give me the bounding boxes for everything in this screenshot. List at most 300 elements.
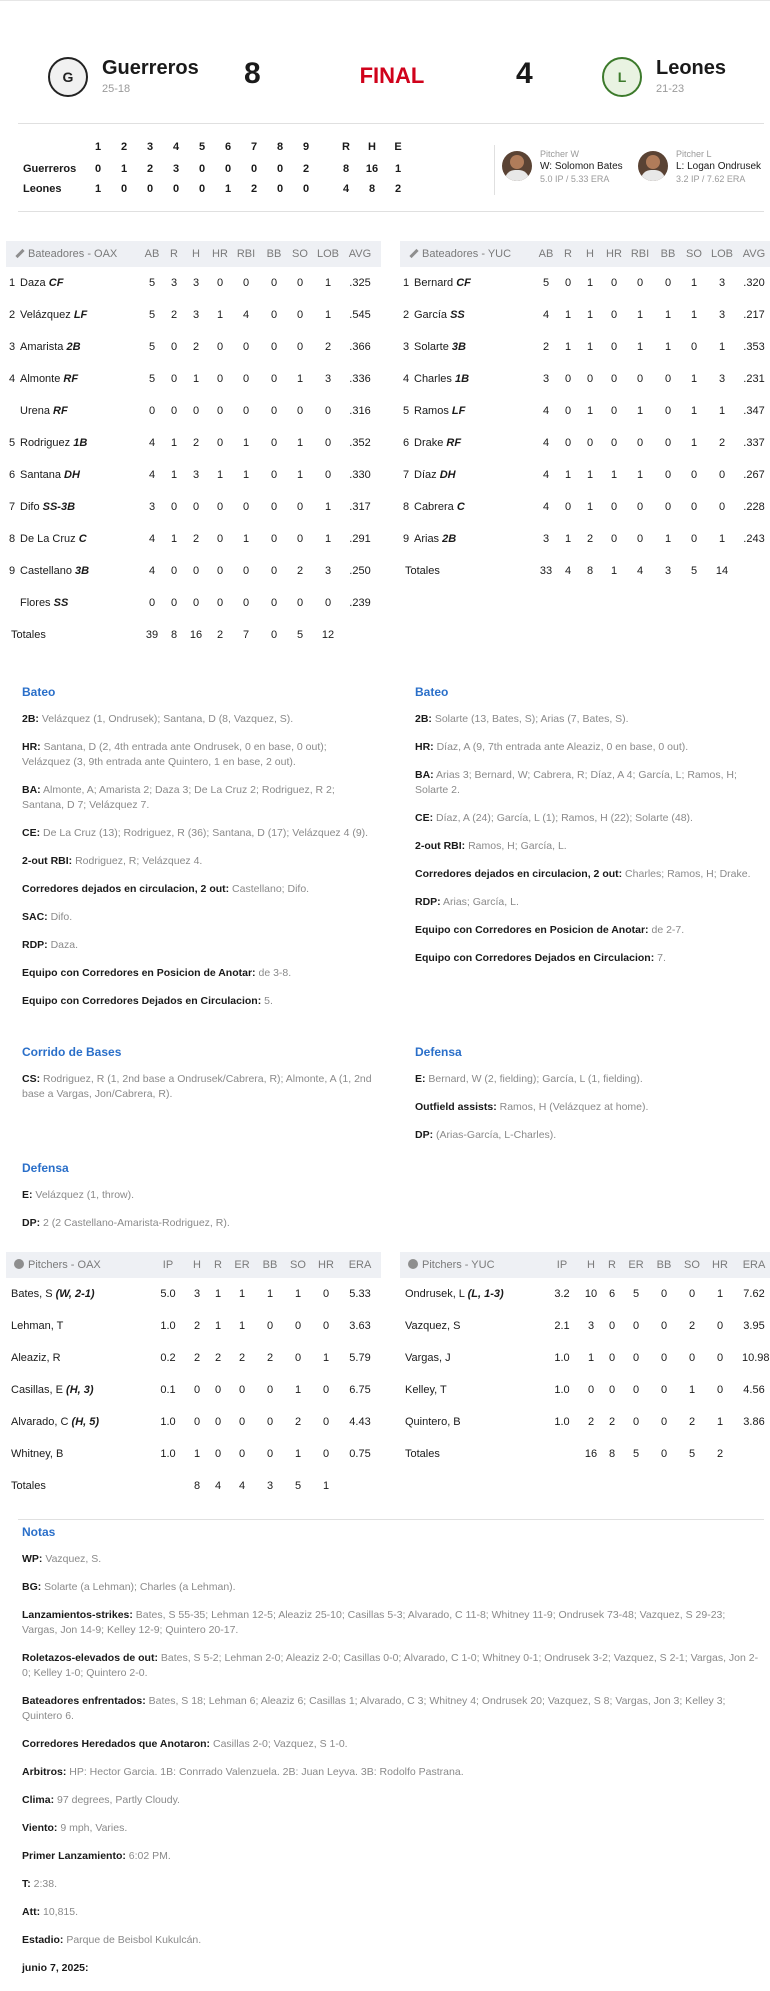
- oax-defense-notes: [22, 1161, 372, 1244]
- linescore-team-name[interactable]: Leones: [23, 183, 62, 195]
- table-row: [400, 1342, 770, 1374]
- stat-cell: 0: [610, 341, 618, 353]
- stat-cell: 2: [192, 341, 200, 353]
- stat-cell: 0: [688, 1352, 696, 1364]
- player-name[interactable]: [414, 309, 465, 321]
- stat-cell: 1: [690, 405, 698, 417]
- stat-cell: .353: [743, 341, 765, 353]
- stat-cell: 0: [610, 501, 618, 513]
- table-row: [6, 555, 381, 587]
- player-position: 2B: [442, 533, 457, 545]
- player-name-text: Santana: [20, 469, 61, 481]
- note-item: [415, 768, 765, 798]
- leones-logo[interactable]: [602, 57, 642, 97]
- stat-cell: 3.2: [554, 1288, 570, 1300]
- inning-header: 5: [198, 141, 206, 153]
- column-header[interactable]: LOB: [710, 248, 733, 260]
- stat-cell: 0: [294, 1320, 302, 1332]
- column-header[interactable]: HR: [606, 248, 622, 260]
- stat-cell: 0: [266, 1448, 274, 1460]
- table-title-text: Pitchers - OAX: [28, 1259, 101, 1271]
- losing-pitcher-title: Pitcher L: [676, 149, 712, 159]
- stat-cell: 0: [214, 1384, 222, 1396]
- winning-pitcher-avatar: [502, 151, 532, 181]
- stat-cell: 3: [170, 277, 178, 289]
- column-header[interactable]: RBI: [630, 248, 650, 260]
- batting-order: 8: [9, 533, 16, 545]
- player-name[interactable]: [405, 1384, 447, 1396]
- stat-cell: 0: [322, 1320, 330, 1332]
- section-title: Bateo: [415, 685, 449, 699]
- note-item: [415, 867, 765, 882]
- batting-table-yuc: [400, 241, 770, 587]
- stat-cell: 6: [608, 1288, 616, 1300]
- stat-cell: 0: [324, 437, 332, 449]
- home-team-name[interactable]: Leones: [656, 57, 727, 79]
- notes-divider: [18, 1519, 764, 1520]
- stat-cell: 0: [170, 405, 178, 417]
- table-title: [408, 248, 511, 260]
- stat-cell: 3: [148, 501, 156, 513]
- stat-cell: 2: [586, 533, 594, 545]
- note-item: [22, 1793, 762, 1808]
- column-header[interactable]: R: [564, 248, 572, 260]
- inning-score: 0: [146, 183, 154, 195]
- player-name[interactable]: [20, 469, 80, 481]
- column-header[interactable]: ER: [628, 1259, 644, 1271]
- total-cell: 16: [189, 629, 203, 641]
- note-item: [22, 1651, 762, 1681]
- stat-cell: 2: [324, 341, 332, 353]
- column-header[interactable]: ER: [234, 1259, 250, 1271]
- note-text: 5.: [261, 995, 273, 1007]
- inning-score: 0: [198, 163, 206, 175]
- stat-cell: 3: [542, 373, 550, 385]
- note-text: 9 mph, Varies.: [57, 1822, 128, 1834]
- stat-cell: 1: [216, 469, 224, 481]
- stat-cell: 4: [542, 501, 550, 513]
- player-name[interactable]: [11, 1320, 63, 1332]
- stat-cell: 0: [270, 277, 278, 289]
- stat-cell: 1: [296, 437, 304, 449]
- note-item: [415, 923, 765, 938]
- stat-cell: 0: [242, 277, 250, 289]
- table-title: [14, 1259, 101, 1271]
- player-name[interactable]: [405, 1352, 451, 1364]
- linescore-team-name[interactable]: Guerreros: [23, 163, 77, 175]
- note-label: Att:: [22, 1906, 41, 1918]
- player-name[interactable]: [20, 565, 89, 577]
- stat-cell: 0: [610, 437, 618, 449]
- stat-cell: 7.62: [743, 1288, 765, 1300]
- stat-cell: 1: [690, 277, 698, 289]
- note-text: HP: Hector Garcia. 1B: Conrrado Valenzuela. 2B: Juan Leyva. 3B: Rodolfo Pastrana.: [66, 1766, 464, 1778]
- player-name-text: De La Cruz: [20, 533, 76, 545]
- note-item: [415, 1100, 765, 1115]
- column-header[interactable]: HR: [712, 1259, 728, 1271]
- note-item: [415, 1072, 765, 1087]
- stat-cell: 1: [238, 1288, 246, 1300]
- stat-cell: 1: [610, 469, 618, 481]
- note-label: Clima:: [22, 1794, 55, 1806]
- stat-cell: 0: [632, 1384, 640, 1396]
- stat-cell: 0: [296, 501, 304, 513]
- column-header[interactable]: IP: [556, 1259, 568, 1271]
- stat-cell: .239: [349, 597, 371, 609]
- stat-cell: 5: [148, 373, 156, 385]
- stat-cell: 0: [193, 1416, 201, 1428]
- player-position: SS: [53, 597, 69, 609]
- inning-score: 2: [250, 183, 258, 195]
- totals-row: [400, 1438, 770, 1470]
- stat-cell: 0: [664, 501, 672, 513]
- stat-cell: 1: [718, 405, 726, 417]
- column-header[interactable]: H: [586, 248, 594, 260]
- note-text: Solarte (13, Bates, S); Arias (7, Bates, S).: [431, 713, 629, 725]
- player-position: RF: [63, 373, 79, 385]
- column-header[interactable]: RBI: [236, 248, 256, 260]
- table-row: [400, 267, 770, 299]
- column-header[interactable]: AB: [538, 248, 554, 260]
- note-label: DP:: [415, 1129, 434, 1141]
- total-header: H: [368, 141, 376, 153]
- column-header[interactable]: H: [192, 248, 200, 260]
- stat-cell: 0: [564, 405, 572, 417]
- stat-cell: 1: [690, 309, 698, 321]
- stat-cell: 0: [216, 501, 224, 513]
- note-text: De La Cruz (13); Rodriguez, R (36); Santana, D (17); Velázquez 4 (9).: [40, 827, 369, 839]
- table-header: [6, 1252, 381, 1278]
- column-header[interactable]: AVG: [742, 248, 766, 260]
- note-item: [22, 1737, 762, 1752]
- player-name-text: Casillas, E: [11, 1384, 63, 1396]
- winning-pitcher-stats: 5.0 IP / 5.33 ERA: [540, 174, 610, 184]
- section-title: Defensa: [22, 1161, 69, 1175]
- player-name[interactable]: [405, 1288, 504, 1300]
- player-name[interactable]: [414, 405, 465, 417]
- stat-cell: 0: [242, 501, 250, 513]
- player-name[interactable]: [20, 277, 63, 289]
- note-item: [415, 740, 765, 755]
- batting-order: 5: [403, 405, 410, 417]
- stat-cell: 0: [214, 1448, 222, 1460]
- column-header[interactable]: HR: [318, 1259, 334, 1271]
- inning-score: 1: [94, 183, 102, 195]
- total-cell: 8: [586, 565, 594, 577]
- table-row: [6, 267, 381, 299]
- note-label: Corredores dejados en circulacion, 2 out:: [415, 868, 623, 880]
- column-header[interactable]: R: [608, 1259, 616, 1271]
- stat-cell: 5: [148, 277, 156, 289]
- note-text: Daza.: [47, 939, 79, 951]
- player-position: RF: [446, 437, 462, 449]
- note-text: (Arias-García, L-Charles).: [433, 1129, 557, 1141]
- column-header[interactable]: R: [170, 248, 178, 260]
- table-row: [400, 331, 770, 363]
- stat-cell: 1: [296, 373, 304, 385]
- player-name[interactable]: [20, 597, 68, 609]
- stat-cell: 0: [322, 1416, 330, 1428]
- player-name[interactable]: [405, 1416, 461, 1428]
- player-name[interactable]: [414, 533, 456, 545]
- note-text: Rodriguez, R (1, 2nd base a Ondrusek/Cabrera, R); Almonte, A (1, 2nd base a Vargas, Jon/Cabrera, R).: [22, 1073, 372, 1100]
- stat-cell: 0: [238, 1416, 246, 1428]
- note-label: BG:: [22, 1581, 42, 1593]
- stat-cell: 0: [296, 597, 304, 609]
- total-cell: 0: [270, 629, 278, 641]
- stat-cell: 0: [716, 1320, 724, 1332]
- column-header[interactable]: HR: [212, 248, 228, 260]
- player-name[interactable]: [414, 341, 466, 353]
- stat-cell: 0: [192, 597, 200, 609]
- table-row: [6, 459, 381, 491]
- stat-cell: 0: [266, 1416, 274, 1428]
- column-header[interactable]: BB: [656, 1259, 672, 1271]
- inning-score: 0: [250, 163, 258, 175]
- table-row: [6, 363, 381, 395]
- inning-score: 1: [224, 183, 232, 195]
- stat-cell: 4.56: [743, 1384, 765, 1396]
- table-row: [6, 331, 381, 363]
- stat-cell: 1: [242, 533, 250, 545]
- column-header[interactable]: LOB: [316, 248, 339, 260]
- batting-order: 5: [9, 437, 16, 449]
- stat-cell: .231: [743, 373, 765, 385]
- player-name-text: Díaz: [414, 469, 437, 481]
- player-name[interactable]: [405, 1320, 460, 1332]
- linescore: [18, 123, 496, 211]
- note-label: Viento:: [22, 1822, 58, 1834]
- stat-cell: 1: [716, 1288, 724, 1300]
- note-item: [415, 951, 765, 966]
- stat-cell: 0: [610, 277, 618, 289]
- winning-pitcher-title: Pitcher W: [540, 149, 580, 159]
- column-header[interactable]: R: [214, 1259, 222, 1271]
- stat-cell: 0: [632, 1352, 640, 1364]
- note-text: de 3-8.: [255, 967, 292, 979]
- stat-cell: 0: [296, 405, 304, 417]
- stat-cell: 0: [586, 373, 594, 385]
- stat-cell: 0: [664, 469, 672, 481]
- stat-cell: 0: [192, 405, 200, 417]
- total-cell: 4: [214, 1480, 222, 1492]
- note-text: Velázquez (1, throw).: [32, 1189, 135, 1201]
- batting-order: 7: [403, 469, 410, 481]
- stat-cell: 3: [542, 533, 550, 545]
- losing-pitcher-name: L: Logan Ondrusek: [676, 161, 762, 172]
- player-name-text: Urena: [20, 405, 50, 417]
- stat-cell: .325: [349, 277, 371, 289]
- stat-cell: 0.75: [349, 1448, 371, 1460]
- stat-cell: 1: [324, 309, 332, 321]
- note-item: [22, 1821, 762, 1836]
- column-header[interactable]: BB: [262, 1259, 278, 1271]
- stat-cell: 0: [324, 469, 332, 481]
- note-label: Corredores dejados en circulacion, 2 out:: [22, 883, 230, 895]
- total-cell: 2: [216, 629, 224, 641]
- table-row: [6, 1374, 381, 1406]
- player-position: LF: [73, 309, 88, 321]
- note-label: 2B:: [415, 713, 432, 725]
- player-name[interactable]: [414, 437, 461, 449]
- column-header[interactable]: BB: [266, 248, 282, 260]
- away-team-name[interactable]: Guerreros: [102, 57, 199, 79]
- stat-cell: 0: [270, 469, 278, 481]
- total-cell: 16: [584, 1448, 598, 1460]
- stat-cell: 2: [170, 309, 178, 321]
- player-name[interactable]: [20, 373, 78, 385]
- note-text: de 2-7.: [648, 924, 685, 936]
- note-label: Bateadores enfrentados:: [22, 1695, 146, 1707]
- note-text: Santana, D (2, 4th entrada ante Ondrusek, 0 en base, 0 out); Velázquez (3, 9th entrada ante Quintero, 1 en base, 2 out).: [22, 741, 327, 768]
- stat-cell: 2: [192, 437, 200, 449]
- total-cell: 12: [321, 629, 335, 641]
- column-header[interactable]: SO: [684, 1259, 700, 1271]
- note-label: RDP:: [22, 939, 48, 951]
- stat-cell: .316: [349, 405, 371, 417]
- player-name-text: Rodriguez: [20, 437, 71, 449]
- column-header[interactable]: AB: [144, 248, 160, 260]
- stat-cell: 0: [270, 341, 278, 353]
- player-name[interactable]: [11, 1416, 99, 1428]
- stat-cell: 1: [266, 1288, 274, 1300]
- stat-cell: 0: [170, 373, 178, 385]
- player-position: DH: [439, 469, 456, 481]
- stat-cell: 0: [632, 1416, 640, 1428]
- player-position: 1B: [454, 373, 470, 385]
- stat-cell: .291: [349, 533, 371, 545]
- player-name[interactable]: [11, 1384, 94, 1396]
- stat-cell: 0: [608, 1384, 616, 1396]
- column-header[interactable]: SO: [292, 248, 308, 260]
- stat-cell: 1.0: [554, 1416, 570, 1428]
- stat-cell: 1: [192, 373, 200, 385]
- note-item: [22, 938, 372, 953]
- oax-batting-notes: [22, 685, 372, 1022]
- batting-order: 1: [403, 277, 410, 289]
- note-text: Parque de Beisbol Kukulcán.: [63, 1934, 202, 1946]
- column-header[interactable]: SO: [686, 248, 702, 260]
- stat-cell: 1.0: [554, 1384, 570, 1396]
- batting-order: 1: [9, 277, 16, 289]
- player-name-text: Cabrera: [414, 501, 454, 513]
- stat-cell: 1: [296, 469, 304, 481]
- note-label: Lanzamientos-strikes:: [22, 1609, 133, 1621]
- player-name[interactable]: [414, 277, 471, 289]
- stat-cell: 0: [636, 501, 644, 513]
- pitching-table-yuc: [400, 1252, 770, 1470]
- table-row: [400, 523, 770, 555]
- player-name[interactable]: [20, 501, 75, 513]
- stat-cell: .366: [349, 341, 371, 353]
- losing-pitcher-avatar: [638, 151, 668, 181]
- stat-cell: 0: [216, 565, 224, 577]
- player-name[interactable]: [20, 405, 68, 417]
- table-row: [6, 299, 381, 331]
- stat-cell: 0: [296, 309, 304, 321]
- column-header[interactable]: ERA: [742, 1259, 766, 1271]
- linescore-bottom-divider: [18, 211, 764, 212]
- note-label: CE:: [415, 812, 434, 824]
- stat-cell: 5.79: [349, 1352, 371, 1364]
- player-name[interactable]: [20, 309, 87, 321]
- inning-header: 9: [302, 141, 310, 153]
- stat-cell: 4: [542, 309, 550, 321]
- stat-cell: 1: [564, 533, 572, 545]
- stat-cell: 0: [608, 1352, 616, 1364]
- total-cell: 1: [610, 565, 618, 577]
- batting-order: 4: [9, 373, 16, 385]
- stat-cell: 0: [216, 437, 224, 449]
- stat-cell: 0: [216, 597, 224, 609]
- note-text: Arias; García, L.: [440, 896, 519, 908]
- total-cell: 8: [608, 1448, 616, 1460]
- stat-cell: 0: [192, 501, 200, 513]
- stat-cell: 0: [664, 405, 672, 417]
- note-label: E:: [415, 1073, 426, 1085]
- note-label: BA:: [22, 784, 41, 796]
- player-name[interactable]: [11, 1352, 61, 1364]
- stat-cell: 1: [170, 469, 178, 481]
- column-header[interactable]: H: [587, 1259, 595, 1271]
- player-position: 3B: [75, 565, 90, 577]
- table-row: [400, 459, 770, 491]
- player-name-text: Daza: [20, 277, 46, 289]
- stat-cell: 10: [584, 1288, 598, 1300]
- stat-cell: 4: [542, 405, 550, 417]
- stat-cell: 4: [242, 309, 250, 321]
- column-header[interactable]: BB: [660, 248, 676, 260]
- total-cell: 39: [145, 629, 159, 641]
- stat-cell: 0: [238, 1384, 246, 1396]
- column-header[interactable]: AVG: [348, 248, 372, 260]
- stat-cell: 2: [193, 1320, 201, 1332]
- stat-cell: 1: [322, 1352, 330, 1364]
- stat-cell: 1: [214, 1288, 222, 1300]
- inning-score: 0: [224, 163, 232, 175]
- total-cell: 4: [238, 1480, 246, 1492]
- totals-label: Totales: [11, 629, 46, 641]
- column-header[interactable]: SO: [290, 1259, 306, 1271]
- totals-label: Totales: [405, 1448, 440, 1460]
- stat-cell: 1: [586, 277, 594, 289]
- note-text: Castellano; Difo.: [229, 883, 310, 895]
- note-item: [22, 910, 372, 925]
- player-name[interactable]: [20, 437, 87, 449]
- stat-cell: 1: [294, 1384, 302, 1396]
- player-name[interactable]: [20, 341, 81, 353]
- player-name[interactable]: [414, 469, 456, 481]
- table-row: [6, 1406, 381, 1438]
- table-title-text: Bateadores - YUC: [422, 248, 512, 260]
- column-header[interactable]: IP: [162, 1259, 174, 1271]
- column-header[interactable]: H: [193, 1259, 201, 1271]
- player-position: C: [78, 533, 87, 545]
- guerreros-logo[interactable]: [48, 57, 88, 97]
- player-name[interactable]: [11, 1448, 63, 1460]
- player-name[interactable]: [11, 1288, 95, 1300]
- note-item: [22, 1552, 762, 1567]
- table-row: [400, 491, 770, 523]
- stat-cell: 4: [148, 437, 156, 449]
- player-name[interactable]: [414, 501, 465, 513]
- stat-cell: 2: [193, 1352, 201, 1364]
- player-name[interactable]: [20, 533, 87, 545]
- stat-cell: 3: [192, 277, 200, 289]
- stat-cell: 0: [716, 1384, 724, 1396]
- player-name[interactable]: [414, 373, 469, 385]
- column-header[interactable]: ERA: [348, 1259, 372, 1271]
